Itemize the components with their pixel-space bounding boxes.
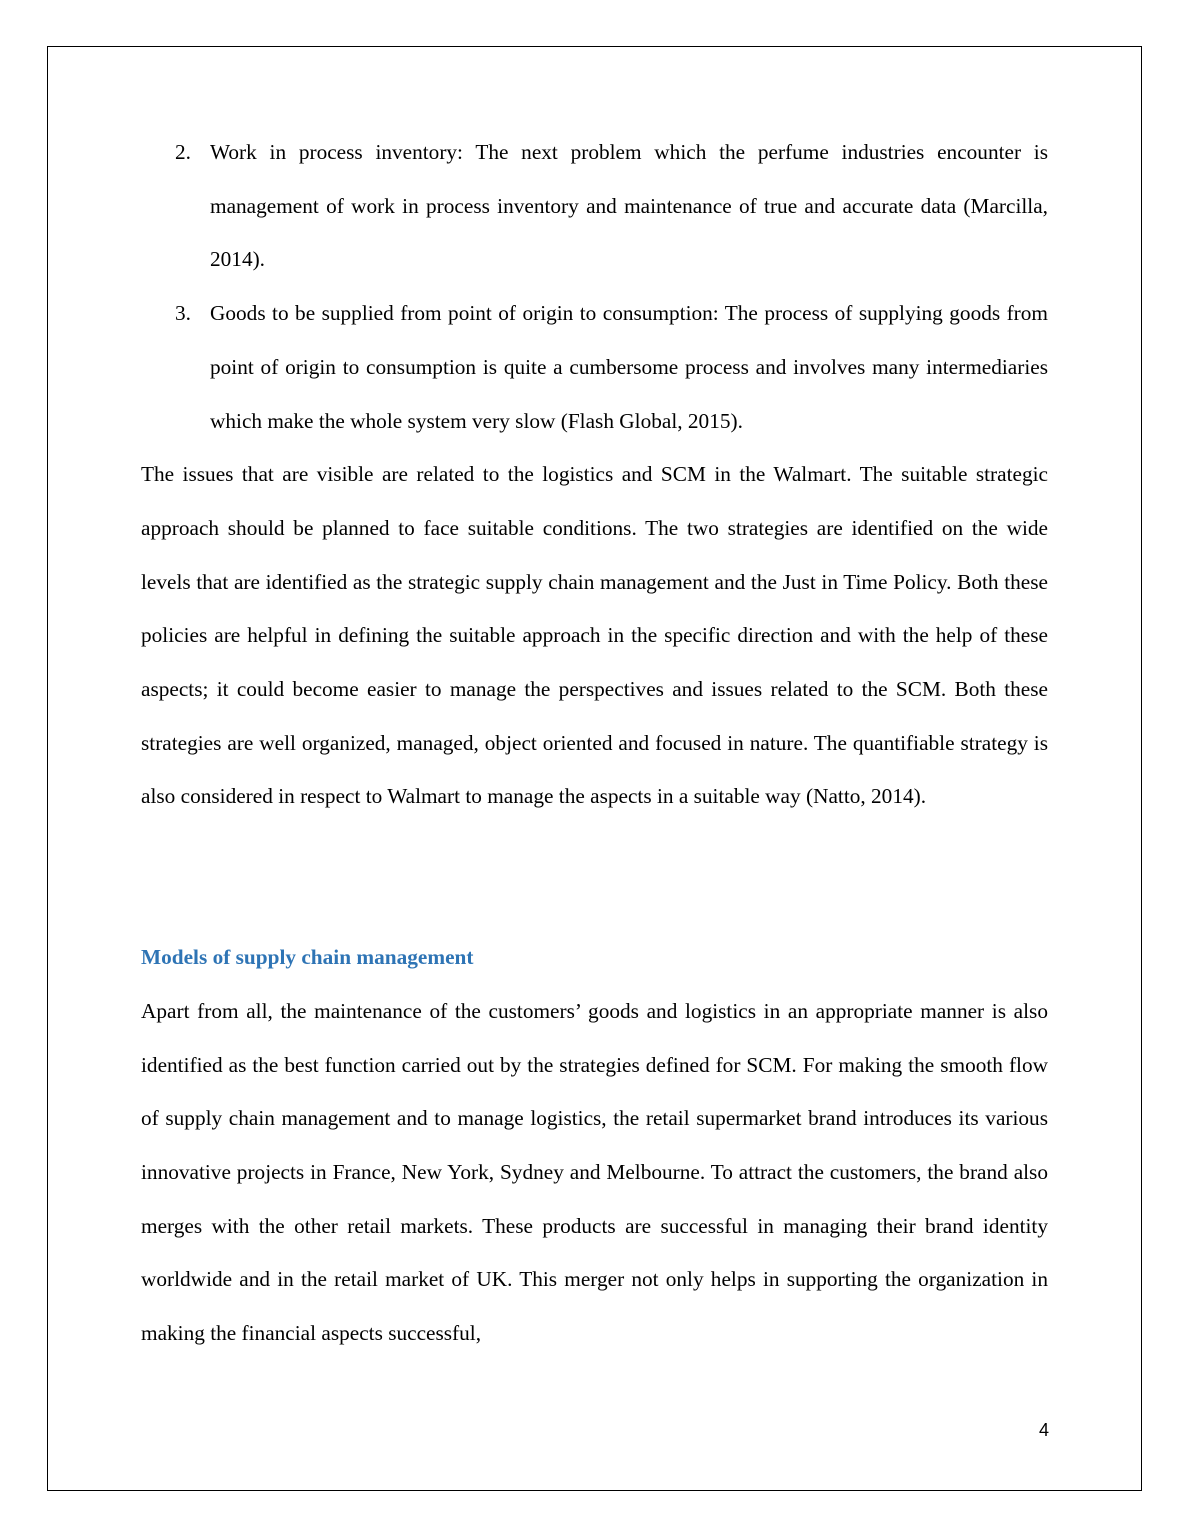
list-item-number: 3. bbox=[175, 301, 191, 326]
list-item-text: Goods to be supplied from point of origin to consumption: The process of supplying goods from point of origin to consumption is quite a cumbersome process and involves many intermediaries which make the whole system very slow (Flash Global, 2015). bbox=[210, 301, 1048, 433]
list-item bbox=[141, 126, 1048, 287]
spacer bbox=[141, 824, 1048, 931]
body-paragraph: Apart from all, the maintenance of the customers’ goods and logistics in an appropriate manner is also identified as the best function carried out by the strategies defined for SCM. For making the smooth flow of supply chain management and to manage logistics, the retail supermarket brand introduces its various innovative projects in France, New York, Sydney and Melbourne. To attract the customers, the brand also merges with the other retail markets. These products are successful in managing their brand identity worldwide and in the retail market of UK. This merger not only helps in supporting the organization in making the financial aspects successful, bbox=[141, 998, 1048, 1346]
list-item bbox=[141, 287, 1048, 448]
section-heading: Models of supply chain management bbox=[141, 945, 474, 970]
list-item-text: Work in process inventory: The next problem which the perfume industries encounter is management of work in process inventory and maintenance of true and accurate data (Marcilla, 2014). bbox=[210, 140, 1048, 272]
document-body bbox=[141, 126, 1048, 1361]
numbered-list bbox=[141, 126, 1048, 448]
body-paragraph: The issues that are visible are related to the logistics and SCM in the Walmart. The suitable strategic approach should be planned to face suitable conditions. The two strategies are identified on the wide levels that are identified as the strategic supply chain management and the Just in Time Policy. Both these policies are helpful in defining the suitable approach in the specific direction and with the help of these aspects; it could become easier to manage the perspectives and issues related to the SCM. Both these strategies are well organized, managed, object oriented and focused in nature. The quantifiable strategy is also considered in respect to Walmart to manage the aspects in a suitable way (Natto, 2014). bbox=[141, 462, 1048, 809]
page-number: 4 bbox=[1038, 1420, 1049, 1440]
list-item-number: 2. bbox=[175, 140, 191, 164]
